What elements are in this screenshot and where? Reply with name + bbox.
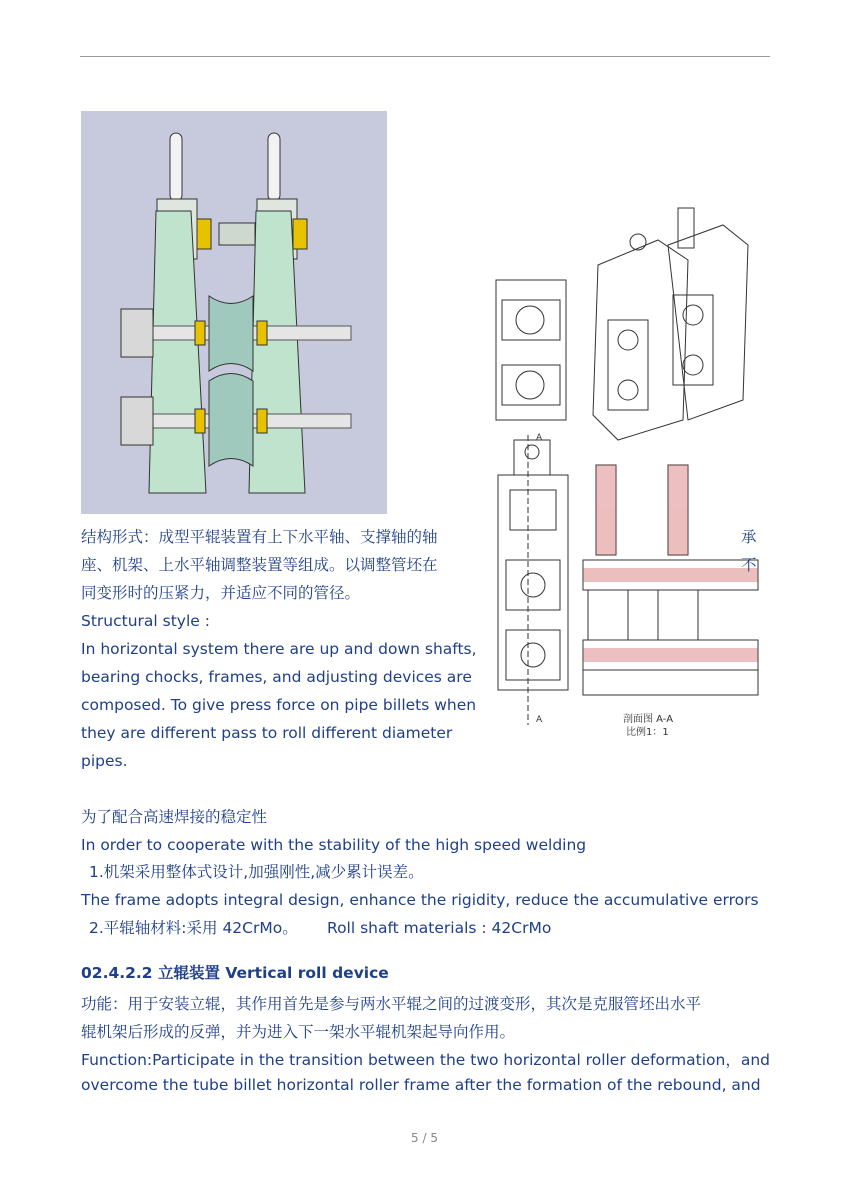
stability-en-title: In order to cooperate with the stability of the high speed welding: [81, 836, 587, 854]
structure-en-line: they are different pass to roll different diameter: [81, 724, 453, 742]
structure-en-line: pipes.: [81, 752, 128, 770]
section-mark-top: A: [536, 433, 543, 443]
structure-cn-line3: 同变形时的压紧力，并适应不同的管径。: [81, 584, 361, 602]
vertical-roll-heading: 02.4.2.2 立辊装置 Vertical roll device: [81, 964, 389, 982]
stability-item2-en: Roll shaft materials : 42CrMo: [327, 919, 552, 937]
stability-cn-title: 为了配合高速焊接的稳定性: [81, 808, 268, 826]
scale-label: 比例1：1: [626, 727, 669, 738]
structure-en-title: Structural style :: [81, 612, 210, 630]
section-label: 剖面图 A-A: [623, 714, 674, 725]
section-mark-bottom: A: [536, 715, 543, 725]
vertical-en-line1: Function:Participate in the transition between the two horizontal roller deformation，and: [81, 1051, 771, 1069]
structure-en-line: In horizontal system there are up and down shafts,: [81, 640, 477, 658]
vertical-cn-line2: 辊机架后形成的反弹，并为进入下一架水平辊机架起导向作用。: [81, 1023, 516, 1041]
page-number: 5 / 5: [411, 1131, 438, 1145]
vertical-cn-line1: 功能：用于安装立辊，其作用首先是参与两水平辊之间的过渡变形，其次是克服管坯出水平: [81, 995, 702, 1013]
header-rule: [80, 56, 770, 57]
structure-cn-line2-tail: 不: [741, 556, 757, 574]
vertical-en-line2: overcome the tube billet horizontal roller frame after the formation of the rebound, and: [81, 1076, 761, 1094]
stability-item1-cn: 1.机架采用整体式设计,加强刚性,减少累计误差。: [89, 863, 424, 881]
stability-item1-en: The frame adopts integral design, enhance the rigidity, reduce the accumulative errors: [81, 891, 759, 909]
stability-item2-cn: 2.平辊轴材料:采用 42CrMo。: [89, 919, 298, 937]
structure-cn-line2: 座、机架、上水平轴调整装置等组成。以调整管坯在: [81, 556, 438, 574]
structure-cn-line1: 结构形式：成型平辊装置有上下水平轴、支撑轴的轴: [81, 528, 438, 546]
structure-en-line: composed. To give press force on pipe billets when: [81, 696, 477, 714]
roll-stand-3d-image: [81, 111, 387, 514]
structure-cn-line1-tail: 承: [741, 528, 757, 546]
structure-en-line: bearing chocks, frames, and adjusting devices are: [81, 668, 472, 686]
roll-stand-technical-drawing: [488, 200, 768, 745]
